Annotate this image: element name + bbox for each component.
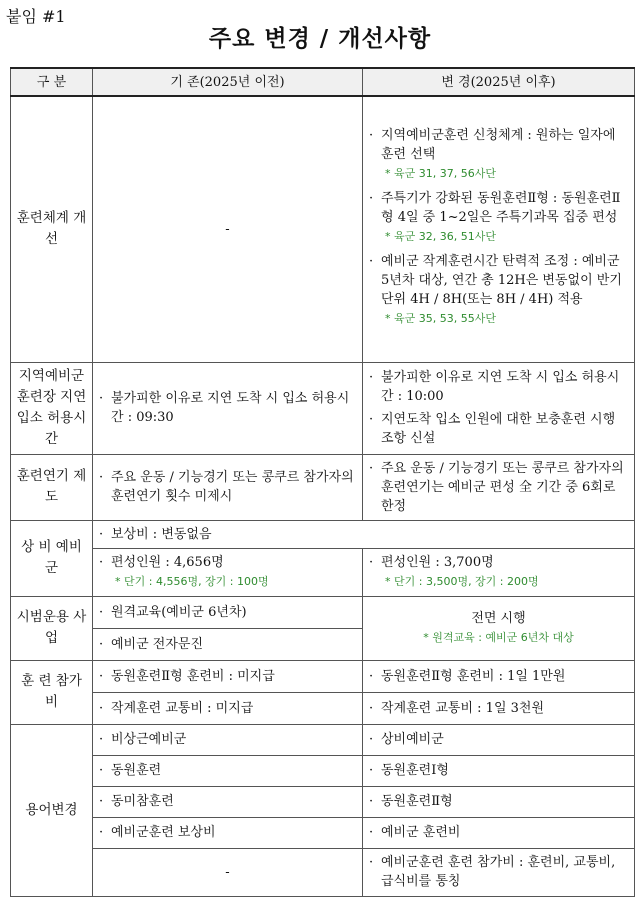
before-cell [93, 454, 363, 520]
before-cell: - [93, 848, 363, 896]
table-row [11, 520, 635, 548]
list-item: · 편성인원 : 4,656명 [97, 553, 358, 572]
attachment-label: 붙임 #1 [6, 7, 66, 26]
table-header-row [11, 68, 635, 96]
row-category: 훈련체계 개선 [11, 96, 93, 362]
table-row [11, 96, 635, 362]
after-cell [363, 362, 635, 454]
after-cell [363, 755, 635, 786]
list-item: · 동원훈련Ⅰ형 [367, 761, 630, 780]
before-cell [93, 692, 363, 724]
list-item: 전면 시행 [471, 611, 526, 626]
after-cell [363, 692, 635, 724]
note-text: * 육군 35, 53, 55사단 [385, 312, 496, 326]
table-row [11, 848, 635, 896]
table-row [11, 362, 635, 454]
note-text: * 육군 32, 36, 51사단 [385, 230, 496, 244]
after-cell [363, 817, 635, 848]
list-item: · 동원훈련 [97, 761, 358, 780]
before-cell: - [93, 96, 363, 362]
note-text: * 단기 : 4,556명, 장기 : 100명 [115, 575, 269, 588]
list-item: · 지역예비군훈련 신청체계 : 원하는 일자에 훈련 선택 [367, 126, 630, 164]
table-row [11, 786, 635, 817]
list-item: · 작계훈련 교통비 : 1일 3천원 [367, 699, 630, 718]
list-item: · 동미참훈련 [97, 792, 358, 811]
list-item: · 지연도착 입소 인원에 대한 보충훈련 시행 조항 신설 [367, 410, 630, 448]
before-cell [93, 817, 363, 848]
header-after: 변 경(2025년 이후) [363, 68, 635, 96]
table-row [11, 660, 635, 692]
table-row [11, 548, 635, 596]
page-title: 주요 변경 / 개선사항 [208, 26, 432, 52]
list-item: · 예비군훈련 보상비 [97, 823, 358, 842]
list-item: · 예비군 전자문진 [97, 635, 358, 654]
after-cell [363, 848, 635, 896]
note-text: * 원격교육 : 예비군 6년차 대상 [423, 631, 574, 644]
header-category: 구 분 [11, 68, 93, 96]
before-cell [93, 755, 363, 786]
note-text: * 단기 : 3,500명, 장기 : 200명 [385, 575, 539, 588]
row-category: 훈 련 참가비 [11, 660, 93, 724]
list-item: · 편성인원 : 3,700명 [367, 553, 630, 572]
after-cell [363, 548, 635, 596]
list-item: · 원격교육(예비군 6년차) [97, 603, 358, 622]
row-category: 지역예비군 훈련장 지연입소 허용시간 [11, 362, 93, 454]
list-item: · 주특기가 강화된 동원훈련Ⅱ형 : 동원훈련Ⅱ형 4일 중 1~2일은 주특기과목 집중 편성 [367, 189, 630, 227]
table-row [11, 454, 635, 520]
list-item: · 동원훈련Ⅱ형 [367, 792, 630, 811]
list-item: · 주요 운동 / 기능경기 또는 콩쿠르 참가자의 훈련연기는 예비군 편성 全 기간 중 6회로 한정 [367, 459, 630, 516]
note-text: * 육군 31, 37, 56사단 [385, 167, 496, 181]
merged-cell [93, 520, 635, 548]
row-category: 용어변경 [11, 724, 93, 896]
list-item: · 예비군훈련 훈련 참가비 : 훈련비, 교통비, 급식비를 통칭 [367, 853, 630, 891]
header-before: 기 존(2025년 이전) [93, 68, 363, 96]
list-item: · 불가피한 이유로 지연 도착 시 입소 허용시간 : 09:30 [97, 389, 358, 427]
table-row [11, 817, 635, 848]
list-item: · 주요 운동 / 기능경기 또는 콩쿠르 참가자의 훈련연기 횟수 미제시 [97, 468, 358, 506]
list-item: · 동원훈련Ⅱ형 훈련비 : 미지급 [97, 667, 358, 686]
table-row [11, 724, 635, 755]
list-item: · 비상근예비군 [97, 730, 358, 749]
after-cell [363, 724, 635, 755]
before-cell [93, 786, 363, 817]
before-cell [93, 660, 363, 692]
list-item: · 보상비 : 변동없음 [97, 525, 630, 544]
list-item: · 동원훈련Ⅱ형 훈련비 : 1일 1만원 [367, 667, 630, 686]
before-cell [93, 596, 363, 628]
row-category: 훈련연기 제 도 [11, 454, 93, 520]
row-category: 상 비 예비군 [11, 520, 93, 596]
after-cell [363, 454, 635, 520]
changes-table [10, 67, 635, 897]
after-cell [363, 660, 635, 692]
after-cell [363, 786, 635, 817]
table-row [11, 755, 635, 786]
list-item: · 상비예비군 [367, 730, 630, 749]
list-item: · 예비군 훈련비 [367, 823, 630, 842]
row-category: 시범운용 사 업 [11, 596, 93, 660]
after-cell [363, 596, 635, 660]
list-item: · 작계훈련 교통비 : 미지급 [97, 699, 358, 718]
before-cell [93, 628, 363, 660]
before-cell [93, 548, 363, 596]
before-cell [93, 724, 363, 755]
list-item: · 예비군 작계훈련시간 탄력적 조정 : 예비군 5년차 대상, 연간 총 12H은 변동없이 반기단위 4H / 8H(또는 8H / 4H) 적용 [367, 252, 630, 309]
list-item: · 불가피한 이유로 지연 도착 시 입소 허용시간 : 10:00 [367, 368, 630, 406]
before-cell [93, 362, 363, 454]
after-cell [363, 96, 635, 362]
table-row [11, 692, 635, 724]
table-row [11, 596, 635, 628]
